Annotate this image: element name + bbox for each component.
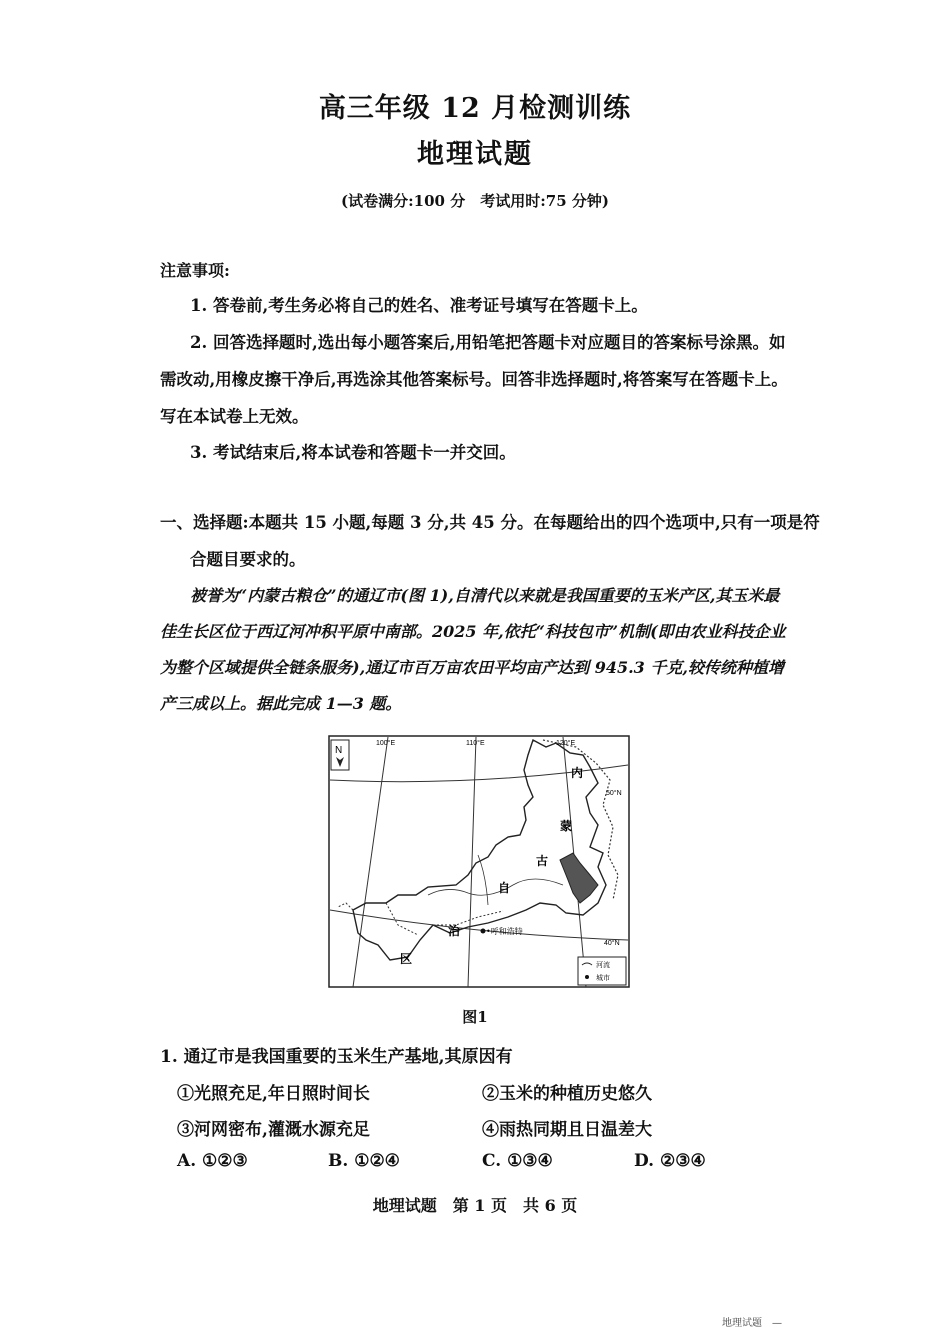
lon-label: 120°E [556,740,576,747]
lat-label: 50°N [606,790,622,797]
lat-label: 40°N [604,940,620,947]
question-item: ①光照充足,年日照时间长 [177,1084,370,1104]
question-stem: 1. 通辽市是我国重要的玉米生产基地,其原因有 [160,1047,513,1067]
region-char: 自 [498,881,511,895]
question-item: ②玉米的种植历史悠久 [482,1084,652,1104]
page-footer: 地理试题 第 1 页 共 6 页 [372,1196,578,1215]
region-char: 区 [400,952,413,966]
subject-title: 地理试题 [417,139,533,170]
section-heading: 一、选择题:本题共 15 小题,每题 3 分,共 45 分。在每题给出的四个选项中,只有一项是符 [160,513,820,532]
question-item: ③河网密布,灌溉水源充足 [177,1120,370,1140]
legend-label: 城市 [596,974,610,982]
exam-info: (试卷满分:100 分 考试用时:75 分钟) [341,192,609,210]
notice-line: 1. 答卷前,考生务必将自己的姓名、准考证号填写在答题卡上。 [190,296,648,315]
passage-line: 为整个区域提供全链条服务),通辽市百万亩农田平均亩产达到 945.3 千克,较传统种植增 [160,658,784,677]
section-heading-cont: 合题目要求的。 [190,550,306,569]
answer-option-d: D. ②③④ [634,1151,706,1171]
answer-option-c: C. ①③④ [482,1151,553,1171]
lon-label: 110°E [466,740,485,747]
region-char: 蒙 [560,819,573,833]
inner-mongolia-map [328,735,630,988]
question-item: ④雨热同期且日温差大 [482,1120,652,1140]
city-marker [481,929,486,934]
north-label: N [335,745,343,756]
figure-caption: 图1 [462,1008,488,1026]
passage-line: 产三成以上。据此完成 1—3 题。 [160,694,402,713]
answer-option-b: B. ①②④ [328,1151,400,1171]
exam-title: 高三年级 12 月检测训练 [318,93,632,124]
notice-line: 写在本试卷上无效。 [160,407,309,426]
region-char: 古 [536,854,549,868]
city-label: •呼和浩特 [486,927,523,936]
corner-text: 地理试题 — [722,1318,782,1329]
passage-line: 被誉为“内蒙古粮仓”的通辽市(图 1),自清代以来就是我国重要的玉米产区,其玉米最 [190,586,780,605]
lon-label: 100°E [376,740,396,747]
notice-line: 3. 考试结束后,将本试卷和答题卡一并交回。 [190,443,516,462]
legend-label: 河流 [596,961,610,969]
notice-line: 2. 回答选择题时,选出每小题答案后,用铅笔把答题卡对应题目的答案标号涂黑。如 [190,333,786,352]
answer-option-a: A. ①②③ [177,1151,248,1171]
passage-line: 佳生长区位于西辽河冲积平原中南部。2025 年,依托“科技包市”机制(即由农业科技企业 [160,622,786,641]
city-legend-icon [585,975,589,979]
notice-heading: 注意事项: [160,261,230,280]
notice-line: 需改动,用橡皮擦干净后,再选涂其他答案标号。回答非选择题时,将答案写在答题卡上。 [160,370,788,389]
region-char: 治 [448,924,461,938]
region-char: 内 [571,766,584,780]
